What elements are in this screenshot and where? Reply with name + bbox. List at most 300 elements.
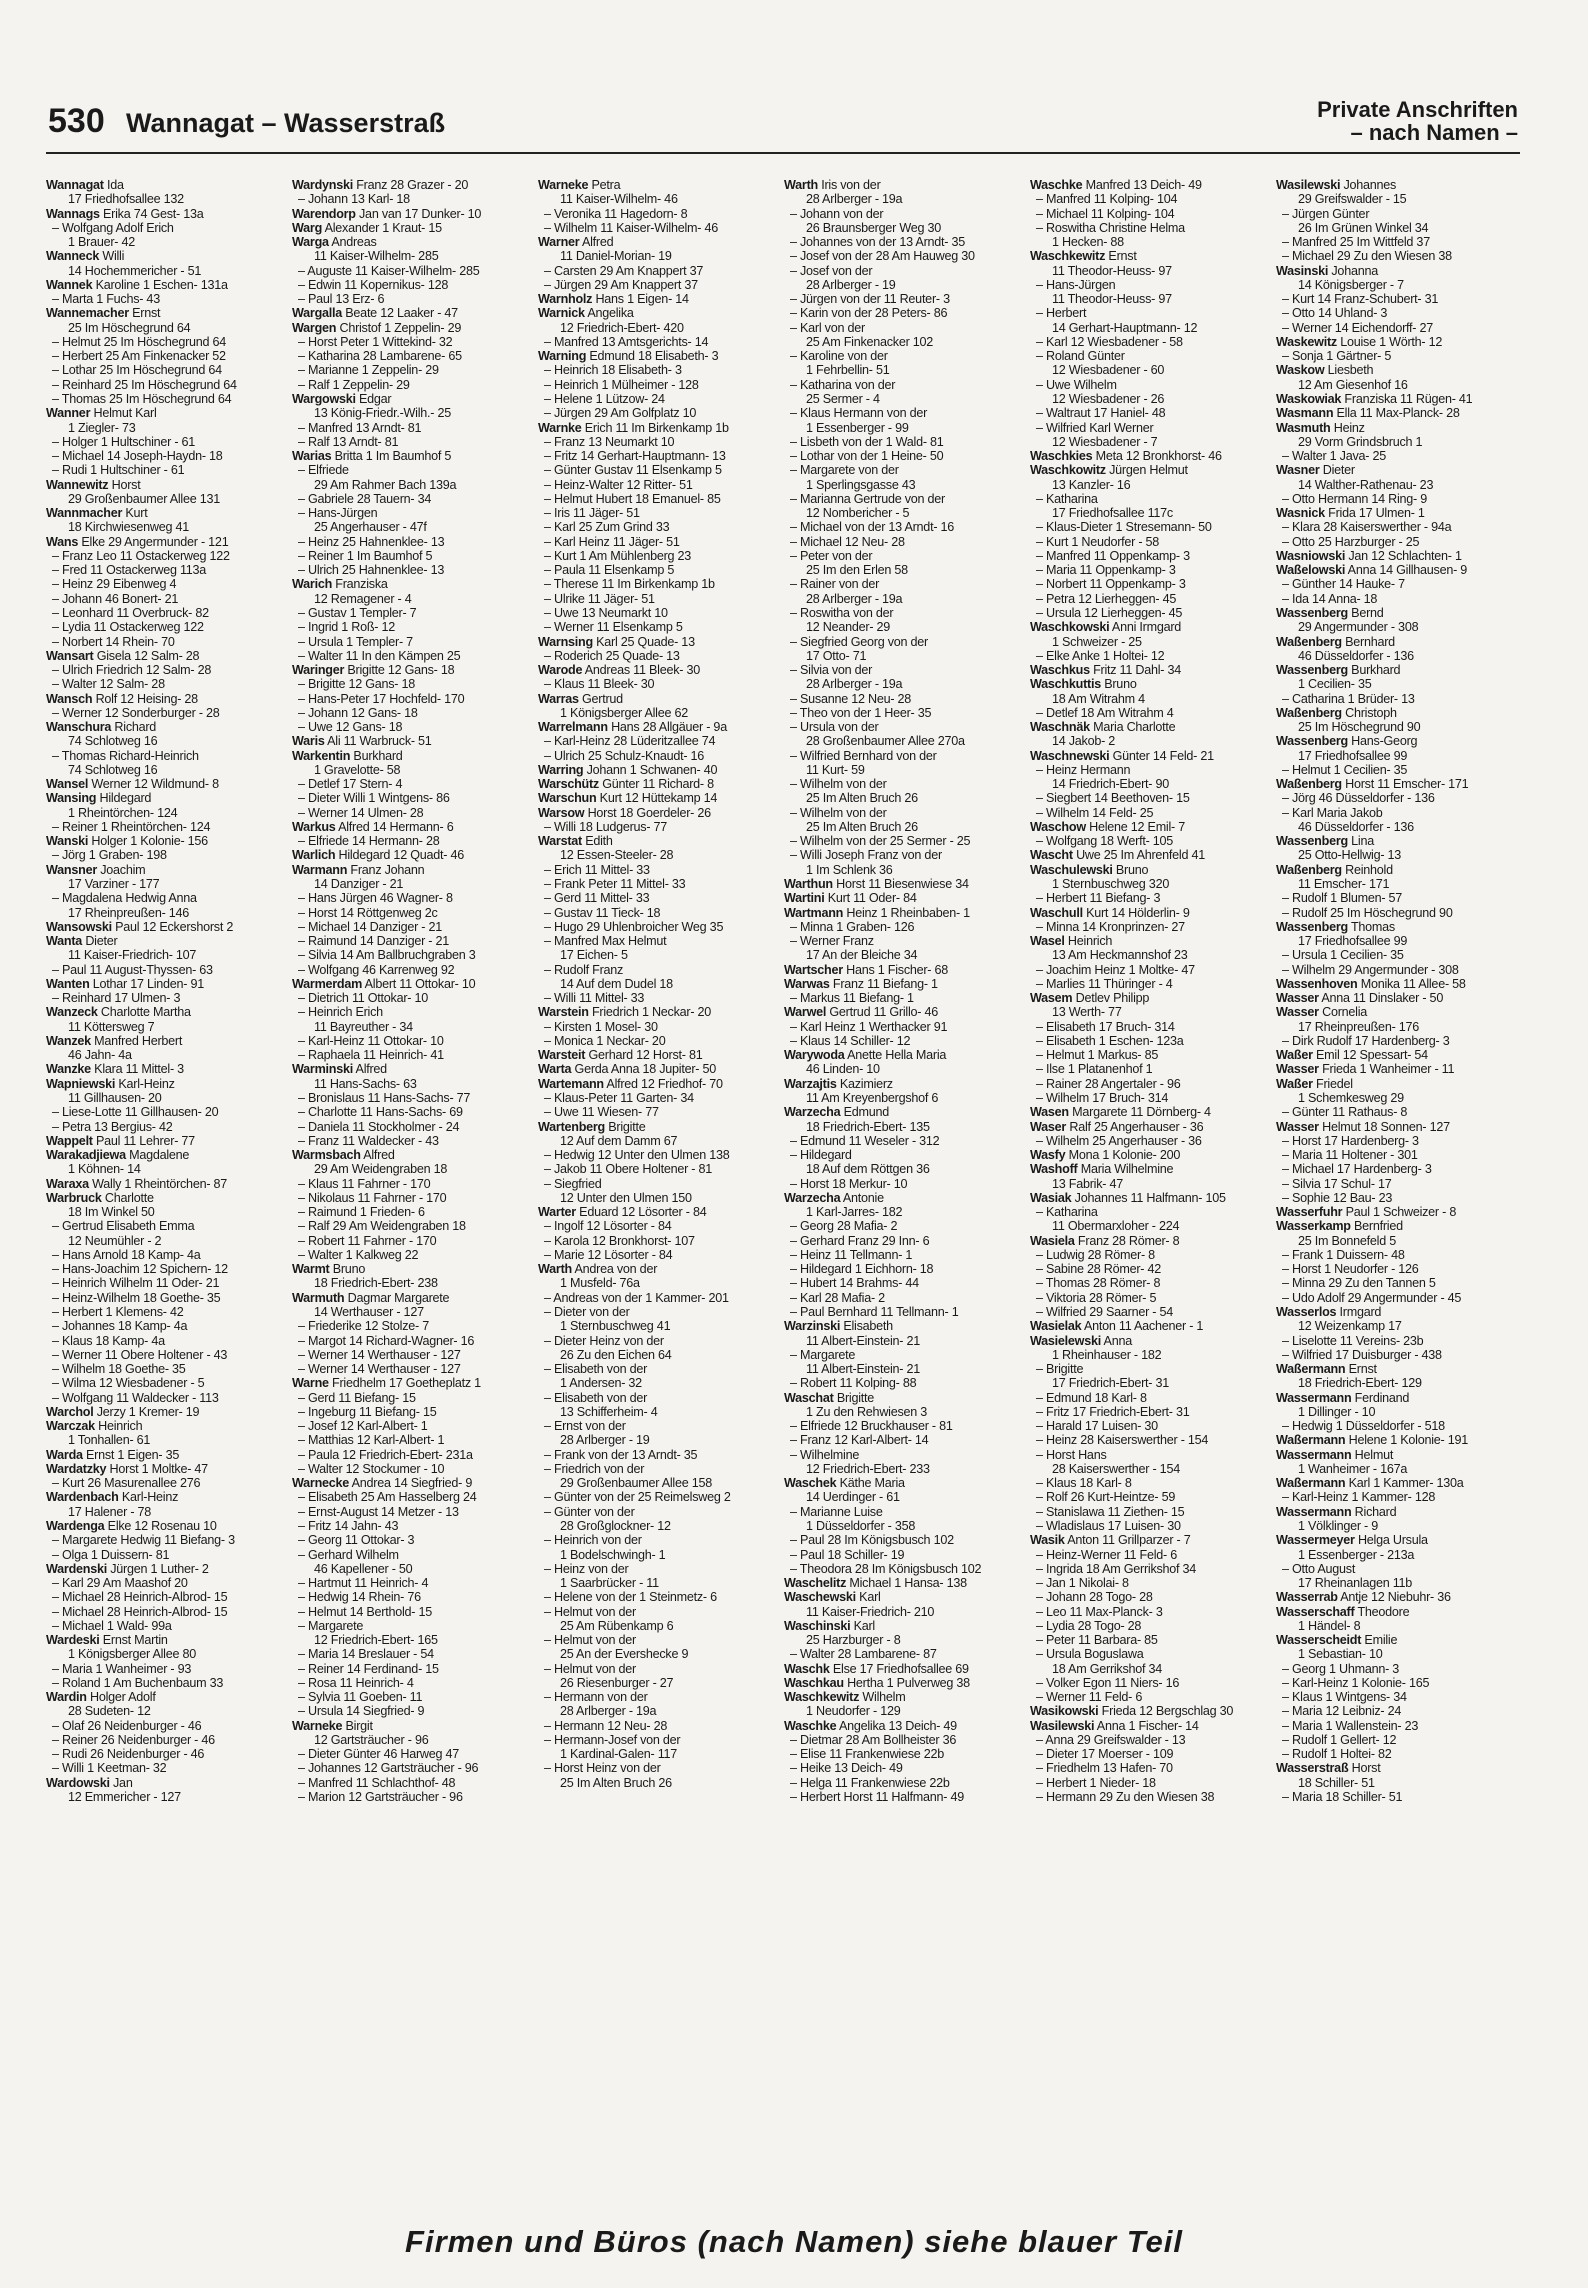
directory-entry-surname xyxy=(46,1462,284,1476)
directory-entry-address: 25 Im Alten Bruch 26 xyxy=(560,1775,672,1790)
entry-details: Ernst 1 Eigen- 35 xyxy=(82,1447,180,1462)
entry-details: Michael 1 Hansa- 138 xyxy=(846,1576,967,1591)
directory-entry-household-member: – Karl 29 Am Maashof 20 xyxy=(52,1576,188,1591)
entry-details: Frieda 1 Wanheimer - 11 xyxy=(1318,1062,1455,1077)
surname: Waßelowski xyxy=(1276,563,1346,578)
directory-entry-household-member: – Herbert xyxy=(1036,306,1087,321)
entry-details: Karl 25 Quade- 13 xyxy=(592,634,695,649)
entry-details: Beate 12 Laaker - 47 xyxy=(342,306,458,321)
directory-entry-surname xyxy=(538,178,776,192)
directory-entry-household-member: – Elisabeth 1 Eschen- 123a xyxy=(1036,1033,1184,1048)
entry-details: Margarete 11 Dörnberg- 4 xyxy=(1068,1105,1211,1120)
directory-entry-address: 17 An der Bleiche 34 xyxy=(806,948,918,963)
surname: Wassermeyer xyxy=(1276,1533,1355,1548)
directory-entry-surname xyxy=(784,1590,1022,1604)
entry-details: Andrea 14 Siegfried- 9 xyxy=(349,1476,473,1491)
entry-details: Rolf 12 Heising- 28 xyxy=(92,691,198,706)
directory-entry-surname xyxy=(292,820,530,834)
directory-entry-surname xyxy=(292,1719,530,1733)
section-heading-line1: Private Anschriften xyxy=(1317,97,1518,122)
directory-entry-surname xyxy=(46,249,284,263)
directory-entry-surname xyxy=(1276,1062,1514,1076)
directory-entry-household-member: – Uwe 11 Wiesen- 77 xyxy=(544,1105,659,1120)
directory-entry-household-member: – Rudolf 1 Blumen- 57 xyxy=(1282,891,1403,906)
directory-entry-address: 46 Jahn- 4a xyxy=(68,1048,132,1063)
directory-entry-household-member: – Günter 11 Rathaus- 8 xyxy=(1282,1105,1408,1120)
entry-details: Anna xyxy=(1101,1333,1132,1348)
directory-entry-address: 1 Gravelotte- 58 xyxy=(314,762,401,777)
directory-entry-address: 12 Gartsträucher - 96 xyxy=(314,1732,429,1747)
entry-details: Hildegard 12 Quadt- 46 xyxy=(335,848,464,863)
directory-entry-surname xyxy=(1030,1162,1268,1176)
directory-entry-address: 1 Köhnen- 14 xyxy=(68,1162,141,1177)
directory-entry-household-member: – Siegbert 14 Beethoven- 15 xyxy=(1036,791,1190,806)
directory-entry-address: 1 Wanheimer - 167a xyxy=(1298,1461,1408,1476)
directory-entry-address: 1 Cecilien- 35 xyxy=(1298,677,1372,692)
directory-entry-surname xyxy=(1276,1433,1514,1447)
directory-entry-household-member: – Michael 1 Wald- 99a xyxy=(52,1618,172,1633)
surname: Wardenbach xyxy=(46,1490,119,1505)
directory-entry-surname xyxy=(1030,820,1268,834)
directory-entry-surname xyxy=(1030,663,1268,677)
directory-entry-household-member: – Peter 11 Barbara- 85 xyxy=(1036,1633,1158,1648)
directory-entry-surname xyxy=(46,1448,284,1462)
directory-entry-household-member: – Sophie 12 Bau- 23 xyxy=(1282,1190,1393,1205)
directory-entry-household-member: – Marta 1 Fuchs- 43 xyxy=(52,292,160,307)
directory-entry-surname xyxy=(784,1676,1022,1690)
surname: Warendorp xyxy=(292,206,356,221)
directory-entry-household-member: – Walter 11 In den Kämpen 25 xyxy=(298,648,461,663)
directory-entry-household-member: – Wladislaus 17 Luisen- 30 xyxy=(1036,1518,1181,1533)
entry-details: Anna 1 Fischer- 14 xyxy=(1094,1718,1199,1733)
entry-details: Eduard 12 Lösorter - 84 xyxy=(575,1205,707,1220)
directory-entry-surname xyxy=(538,692,776,706)
directory-entry-household-member: – Wolfgang 18 Werft- 105 xyxy=(1036,834,1174,849)
directory-entry-household-member: – Charlotte 11 Hans-Sachs- 69 xyxy=(298,1105,463,1120)
directory-entry-household-member: – Frank 1 Duissern- 48 xyxy=(1282,1247,1405,1262)
entry-details: Heinrich xyxy=(94,1419,143,1434)
directory-entry-household-member: – Jakob 11 Obere Holtener - 81 xyxy=(544,1162,712,1177)
entry-details: Franz 28 Römer- 8 xyxy=(1074,1233,1180,1248)
entry-details: Albert 11 Ottokar- 10 xyxy=(362,976,476,991)
surname: Washoff xyxy=(1030,1162,1078,1177)
directory-entry-surname xyxy=(538,1062,776,1076)
directory-entry-surname xyxy=(1276,663,1514,677)
surname: Wasilewski xyxy=(1276,178,1341,192)
directory-entry-household-member: – Gertrud Elisabeth Emma xyxy=(52,1219,195,1234)
directory-entry-household-member: – Gustav 1 Templer- 7 xyxy=(298,605,417,620)
surname: Warzecha xyxy=(784,1190,841,1205)
surname: Waris xyxy=(292,734,325,749)
surname: Wasniowski xyxy=(1276,548,1346,563)
directory-entry-surname xyxy=(1276,1505,1514,1519)
directory-entry-address: 25 Am Rübenkamp 6 xyxy=(560,1618,674,1633)
surname: Warmt xyxy=(292,1262,330,1277)
entry-details: Ali 11 Warbruck- 51 xyxy=(324,734,432,749)
surname: Waschkewitz xyxy=(1030,249,1106,264)
surname: Wanschura xyxy=(46,720,112,735)
directory-entry-address: 11 Albert-Einstein- 21 xyxy=(806,1362,920,1377)
directory-entry-household-member: – Uwe 12 Gans- 18 xyxy=(298,720,403,735)
surname: Wannemacher xyxy=(46,306,129,321)
directory-entry-address: 14 Königsberger - 7 xyxy=(1298,277,1404,292)
entry-details: Alfred xyxy=(579,235,614,250)
entry-details: Wilhelm xyxy=(859,1690,906,1705)
directory-entry-surname xyxy=(1030,1105,1268,1119)
directory-entry-surname xyxy=(1276,1391,1514,1405)
directory-entry-address: 25 Im Alten Bruch 26 xyxy=(806,819,918,834)
directory-entry-address: 28 Arlberger - 19a xyxy=(560,1704,657,1719)
directory-entry-household-member: – Wilhelmine xyxy=(790,1447,860,1462)
directory-entry-address: 18 Schiller- 51 xyxy=(1298,1775,1375,1790)
surname: Warode xyxy=(538,663,583,678)
surname: Waschke xyxy=(784,1718,837,1733)
entry-details: Karl xyxy=(850,1618,875,1633)
directory-entry-household-member: – Karl-Heinz 1 Kolonie- 165 xyxy=(1282,1675,1430,1690)
directory-entry-address: 1 Saarbrücker - 11 xyxy=(560,1576,659,1591)
directory-entry-surname xyxy=(784,877,1022,891)
surname: Wardenski xyxy=(46,1561,107,1576)
directory-entry-household-member: – Silvia 14 Am Ballbruchgraben 3 xyxy=(298,948,476,963)
directory-entry-surname xyxy=(784,1662,1022,1676)
directory-entry-address: 1 Musfeld- 76a xyxy=(560,1276,640,1291)
entry-details: Johannes 11 Halfmann- 105 xyxy=(1071,1190,1226,1205)
directory-entry-household-member: – Edmund 18 Karl- 8 xyxy=(1036,1390,1147,1405)
directory-entry-household-member: – Volker Egon 11 Niers- 16 xyxy=(1036,1675,1180,1690)
directory-entry-household-member: – Karl 28 Mafia- 2 xyxy=(790,1290,885,1305)
directory-entry-household-member: – Otto August xyxy=(1282,1561,1356,1576)
surname: Warnholz xyxy=(538,292,593,307)
directory-entry-surname xyxy=(784,1576,1022,1590)
directory-entry-household-member: – Rudolf 1 Holtei- 82 xyxy=(1282,1747,1392,1762)
entry-details: Elke 29 Angermunder - 121 xyxy=(78,534,229,549)
directory-entry-household-member: – Holger 1 Hultschiner - 61 xyxy=(52,434,196,449)
directory-entry-address: 14 Walther-Rathenau- 23 xyxy=(1298,477,1434,492)
directory-entry-household-member: – Hans-Jürgen xyxy=(298,506,378,521)
directory-entry-surname xyxy=(784,1719,1022,1733)
entry-details: Dagmar Margarete xyxy=(344,1290,450,1305)
directory-entry-address: 1 Zu den Rehwiesen 3 xyxy=(806,1404,928,1419)
directory-entry-surname xyxy=(538,349,776,363)
directory-entry-household-member: – Therese 11 Im Birkenkamp 1b xyxy=(544,577,715,592)
directory-column-5 xyxy=(1030,178,1268,1804)
entry-details: Anna 14 Gillhausen- 9 xyxy=(1345,563,1468,578)
directory-entry-household-member: – Johann 12 Gans- 18 xyxy=(298,705,418,720)
entry-details: Elisabeth xyxy=(840,1319,893,1334)
surname: Wasiak xyxy=(1030,1190,1072,1205)
directory-entry-surname xyxy=(784,906,1022,920)
surname: Wansowski xyxy=(46,919,112,934)
surname: Wardatzky xyxy=(46,1461,107,1476)
directory-entry-household-member: – Raphaela 11 Heinrich- 41 xyxy=(298,1048,444,1063)
entry-details: Franz 28 Grazer - 20 xyxy=(352,178,469,192)
surname: Waschewski xyxy=(784,1590,856,1605)
directory-entry-household-member: – Reinhard 17 Ulmen- 3 xyxy=(52,991,181,1006)
directory-entry-household-member: – Heinrich von der xyxy=(544,1533,642,1548)
directory-entry-household-member: – Klaus 11 Bleek- 30 xyxy=(544,677,655,692)
directory-entry-household-member: – Helmut Hubert 18 Emanuel- 85 xyxy=(544,491,721,506)
directory-entry-surname xyxy=(46,1562,284,1576)
directory-entry-address: 1 Brauer- 42 xyxy=(68,235,136,250)
directory-entry-address: 1 Bodelschwingh- 1 xyxy=(560,1547,666,1562)
directory-entry-address: 26 Zu den Eichen 64 xyxy=(560,1347,672,1362)
directory-entry-household-member: – Helmut von der xyxy=(544,1604,636,1619)
directory-entry-address: 1 Schweizer - 25 xyxy=(1052,634,1142,649)
directory-entry-surname xyxy=(1276,734,1514,748)
directory-entry-household-member: – Helga 11 Frankenwiese 22b xyxy=(790,1775,950,1790)
entry-details: Helene 12 Emil- 7 xyxy=(1085,819,1185,834)
entry-details: Käthe Maria xyxy=(836,1476,905,1491)
entry-details: Paul 11 Lehrer- 77 xyxy=(92,1133,195,1148)
surname: Wartemann xyxy=(538,1076,604,1091)
surname: Wasner xyxy=(1276,463,1320,478)
directory-entry-address: 1 Schemkesweg 29 xyxy=(1298,1091,1404,1105)
entry-details: Ernst xyxy=(128,306,161,321)
directory-entry-surname xyxy=(46,692,284,706)
directory-entry-household-member: – Karola 12 Bronkhorst- 107 xyxy=(544,1233,695,1248)
surname: Wasilewski xyxy=(1030,1718,1095,1733)
directory-entry-surname xyxy=(1030,1704,1268,1718)
directory-entry-household-member: – Karoline von der xyxy=(790,349,888,364)
directory-entry-address: 25 Im Bonnefeld 5 xyxy=(1298,1233,1396,1248)
entry-details: Jerzy 1 Kremer- 19 xyxy=(93,1404,200,1419)
directory-entry-household-member: – Brigitte xyxy=(1036,1362,1084,1377)
directory-entry-household-member: – Michael 28 Heinrich-Albrod- 15 xyxy=(52,1604,228,1619)
directory-entry-surname xyxy=(1276,1205,1514,1219)
directory-entry-address: 46 Kapellener - 50 xyxy=(314,1561,413,1576)
surname: Wasem xyxy=(1030,991,1073,1006)
directory-entry-household-member: – Wolfgang Adolf Erich xyxy=(52,220,174,235)
entry-details: Antonie xyxy=(840,1190,884,1205)
directory-entry-household-member: – Heinz-Wilhelm 18 Goethe- 35 xyxy=(52,1290,221,1305)
directory-entry-household-member: – Monica 1 Neckar- 20 xyxy=(544,1033,666,1048)
entry-details: Mona 1 Kolonie- 200 xyxy=(1065,1148,1181,1163)
directory-entry-address: 13 Schifferheim- 4 xyxy=(560,1404,658,1419)
directory-entry-household-member: – Elfriede 14 Hermann- 28 xyxy=(298,834,440,849)
directory-entry-household-member: – Elke Anke 1 Holtei- 12 xyxy=(1036,648,1165,663)
surname: Warnsing xyxy=(538,634,593,649)
directory-entry-household-member: – Wilhelm 29 Angermunder - 308 xyxy=(1282,962,1459,977)
surname: Warczak xyxy=(46,1419,95,1434)
directory-entry-household-member: – Günther 14 Hauke- 7 xyxy=(1282,577,1405,592)
surname: Wargen xyxy=(292,320,337,335)
directory-entry-household-member: – Reiner 1 Im Baumhof 5 xyxy=(298,548,433,563)
directory-entry-household-member: – Walter 1 Java- 25 xyxy=(1282,449,1386,464)
directory-entry-household-member: – Maria 1 Wanheimer - 93 xyxy=(52,1661,192,1676)
directory-entry-surname xyxy=(46,863,284,877)
entry-details: Jan 12 Schlachten- 1 xyxy=(1345,548,1462,563)
directory-entry-surname xyxy=(1030,249,1268,263)
entry-details: Jan van 17 Dunker- 10 xyxy=(355,206,482,221)
directory-entry-household-member: – Ralf 13 Arndt- 81 xyxy=(298,434,399,449)
directory-entry-surname xyxy=(1276,1761,1514,1775)
entry-details: Burkhard xyxy=(350,748,403,763)
directory-entry-household-member: – Wilhelm 18 Goethe- 35 xyxy=(52,1362,186,1377)
entry-details: Maria Charlotte xyxy=(1089,720,1176,735)
entry-details: Bruno xyxy=(329,1262,366,1277)
surname: Warchol xyxy=(46,1404,94,1419)
surname: Wansing xyxy=(46,791,97,806)
directory-entry-household-member: – Wilfried 17 Duisburger - 438 xyxy=(1282,1347,1442,1362)
directory-entry-household-member: – Willi 1 Keetman- 32 xyxy=(52,1761,167,1776)
surname: Waschnewski xyxy=(1030,748,1110,763)
directory-entry-household-member: – Theodora 28 Im Königsbusch 102 xyxy=(790,1561,982,1576)
directory-entry-surname xyxy=(1030,934,1268,948)
entry-details: Horst 11 Biesenwiese 34 xyxy=(832,877,969,892)
directory-entry-household-member: – Harald 17 Luisen- 30 xyxy=(1036,1419,1158,1434)
surname: Wanski xyxy=(46,834,89,849)
directory-entry-household-member: – Horst 18 Merkur- 10 xyxy=(790,1176,908,1191)
surname: Wassermann xyxy=(1276,1390,1352,1405)
entry-details: Burkhard xyxy=(1347,663,1401,678)
directory-entry-household-member: – Helmut von der xyxy=(544,1661,636,1676)
directory-entry-surname xyxy=(46,720,284,734)
directory-entry-household-member: – Silvia 17 Schul- 17 xyxy=(1282,1176,1392,1191)
entry-details: Edith xyxy=(581,834,613,849)
directory-entry-household-member: – Margarete von der xyxy=(790,463,899,478)
directory-entry-address: 17 Friedrich-Ebert- 31 xyxy=(1052,1376,1169,1391)
directory-entry-address: 28 Arlberger - 19a xyxy=(806,591,903,606)
directory-entry-household-member: – Willi 11 Mittel- 33 xyxy=(544,991,645,1006)
directory-entry-household-member: – Heinz-Werner 11 Feld- 6 xyxy=(1036,1547,1177,1562)
directory-entry-surname xyxy=(784,963,1022,977)
directory-entry-surname xyxy=(46,1519,284,1533)
directory-entry-household-member: – Michael von der 13 Arndt- 16 xyxy=(790,520,955,535)
entry-details: Meta 12 Bronkhorst- 46 xyxy=(1092,449,1222,464)
directory-entry-household-member: – Dieter Günter 46 Harweg 47 xyxy=(298,1747,460,1762)
directory-entry-household-member: – Reiner 1 Rheintörchen- 124 xyxy=(52,819,211,834)
directory-entry-household-member: – Brigitte 12 Gans- 18 xyxy=(298,677,416,692)
surname: Waschinski xyxy=(784,1618,851,1633)
directory-entry-surname xyxy=(292,663,530,677)
surname: Wasserrab xyxy=(1276,1590,1338,1605)
surname: Wasiela xyxy=(1030,1233,1075,1248)
directory-entry-surname xyxy=(46,1177,284,1191)
directory-entry-surname xyxy=(1276,991,1514,1005)
surname: Waschkowitz xyxy=(1030,463,1106,478)
directory-entry-surname xyxy=(1276,463,1514,477)
directory-entry-address: 25 Otto-Hellwig- 13 xyxy=(1298,848,1402,863)
surname: Waßenberg xyxy=(1276,777,1342,792)
directory-entry-surname xyxy=(292,1262,530,1276)
directory-entry-address: 14 Jakob- 2 xyxy=(1052,734,1116,749)
directory-entry-surname xyxy=(1030,1234,1268,1248)
surname: Waskowiak xyxy=(1276,391,1342,406)
surname: Warrelmann xyxy=(538,720,608,735)
directory-entry-address: 18 Auf dem Röttgen 36 xyxy=(806,1162,930,1177)
directory-entry-address: 14 Gerhart-Hauptmann- 12 xyxy=(1052,320,1198,335)
directory-entry-household-member: – Fritz 14 Jahn- 43 xyxy=(298,1518,399,1533)
directory-entry-household-member: – Fred 11 Ostackerweg 113a xyxy=(52,563,207,578)
directory-entry-household-member: – Wilfried Karl Werner xyxy=(1036,420,1154,435)
directory-entry-address: 26 Riesenburger - 27 xyxy=(560,1675,674,1690)
surname: Warmuth xyxy=(292,1290,345,1305)
directory-entry-address: 1 Dillinger - 10 xyxy=(1298,1404,1376,1419)
directory-entry-address: 11 Am Kreyenbergshof 6 xyxy=(806,1091,939,1105)
directory-entry-address: 1 Düsseldorfer - 358 xyxy=(806,1518,916,1533)
entry-details: Helmut 18 Sonnen- 127 xyxy=(1318,1119,1450,1134)
directory-entry-address: 74 Schlotweg 16 xyxy=(68,734,158,749)
directory-entry-surname xyxy=(538,635,776,649)
directory-entry-address: 26 Im Grünen Winkel 34 xyxy=(1298,220,1429,235)
footer-note: Firmen und Büros (nach Namen) siehe blauer Teil xyxy=(405,2224,1183,2259)
surname: Waschow xyxy=(1030,819,1086,834)
surname: Warzinski xyxy=(784,1319,841,1334)
directory-entry-address: 25 Im Alten Bruch 26 xyxy=(806,791,918,806)
entry-details: Hans 1 Eigen- 14 xyxy=(592,292,689,307)
directory-entry-household-member: – Michael 11 Kolping- 104 xyxy=(1036,206,1175,221)
directory-entry-surname xyxy=(1276,1590,1514,1604)
directory-entry-household-member: – Manfred 13 Amtsgerichts- 14 xyxy=(544,334,709,349)
directory-entry-household-member: – Elisabeth von der xyxy=(544,1390,648,1405)
directory-entry-household-member: – Ursula von der xyxy=(790,720,879,735)
directory-entry-household-member: – Liselotte 11 Vereins- 23b xyxy=(1282,1333,1424,1348)
directory-entry-address: 1 Kardinal-Galen- 117 xyxy=(560,1747,678,1762)
directory-entry-household-member: – Georg 1 Uhmann- 3 xyxy=(1282,1661,1400,1676)
directory-entry-address: 25 Im den Erlen 58 xyxy=(806,563,908,578)
directory-entry-surname xyxy=(46,1633,284,1647)
surname: Warwas xyxy=(784,976,830,991)
directory-entry-address: 11 Kaiser-Wilhelm- 285 xyxy=(314,249,439,264)
surname: Warlich xyxy=(292,848,336,863)
directory-entry-surname xyxy=(784,891,1022,905)
directory-entry-household-member: – Johann von der xyxy=(790,206,884,221)
directory-entry-surname xyxy=(46,1005,284,1019)
directory-entry-surname xyxy=(1030,677,1268,691)
entry-details: Monika 11 Allee- 58 xyxy=(1357,976,1466,991)
directory-entry-surname xyxy=(46,306,284,320)
directory-entry-household-member: – Werner 12 Sonderburger - 28 xyxy=(52,705,220,720)
directory-entry-surname xyxy=(1276,264,1514,278)
directory-entry-household-member: – Katharina xyxy=(1036,491,1098,506)
directory-entry-household-member: – Margarete xyxy=(790,1347,856,1362)
entry-details: Alfred 14 Hermann- 6 xyxy=(335,819,454,834)
surname: Warakadjiewa xyxy=(46,1148,126,1163)
entry-details: Gisela 12 Salm- 28 xyxy=(93,648,200,663)
directory-entry-household-member: – Günter Gustav 11 Elsenkamp 5 xyxy=(544,463,722,478)
directory-entry-household-member: – Helmut 14 Berthold- 15 xyxy=(298,1604,433,1619)
entry-details: Bruno xyxy=(1100,677,1137,692)
directory-entry-household-member: – Friedrich von der xyxy=(544,1461,645,1476)
directory-entry-surname xyxy=(292,734,530,748)
surname: Waßer xyxy=(1276,1076,1313,1091)
directory-entry-surname xyxy=(1276,1305,1514,1319)
directory-entry-address: 17 Rheinanlagen 11b xyxy=(1298,1576,1413,1591)
entry-details: Christoph xyxy=(1341,705,1397,720)
directory-entry-household-member: – Heinz 25 Hahnenklee- 13 xyxy=(298,534,445,549)
surname: Wannewitz xyxy=(46,477,109,492)
surname: Warmsbach xyxy=(292,1148,361,1163)
directory-entry-surname xyxy=(292,235,530,249)
directory-entry-household-member: – Klaus 18 Karl- 8 xyxy=(1036,1476,1132,1491)
directory-entry-address: 12 Wiesbadener - 60 xyxy=(1052,363,1165,378)
entry-details: Franz Johann xyxy=(347,862,425,877)
surname: Wasnick xyxy=(1276,506,1325,521)
directory-entry-surname xyxy=(538,306,776,320)
directory-entry-surname xyxy=(1030,449,1268,463)
entry-details: Franziska xyxy=(332,577,388,592)
directory-entry-surname xyxy=(538,1048,776,1062)
entry-details: Karl-Heinz xyxy=(115,1076,175,1091)
entry-details: Edgar xyxy=(355,391,392,406)
directory-entry-household-member: – Katharina 28 Lambarene- 65 xyxy=(298,349,462,364)
directory-entry-surname xyxy=(1030,1533,1268,1547)
directory-entry-household-member: – Edmund 11 Weseler - 312 xyxy=(790,1133,940,1148)
directory-entry-address: 17 Rheinpreußen- 146 xyxy=(68,905,190,920)
surname: Wanta xyxy=(46,934,83,949)
entry-details: Andrea von der xyxy=(571,1262,658,1277)
directory-entry-address: 46 Linden- 10 xyxy=(806,1062,880,1077)
